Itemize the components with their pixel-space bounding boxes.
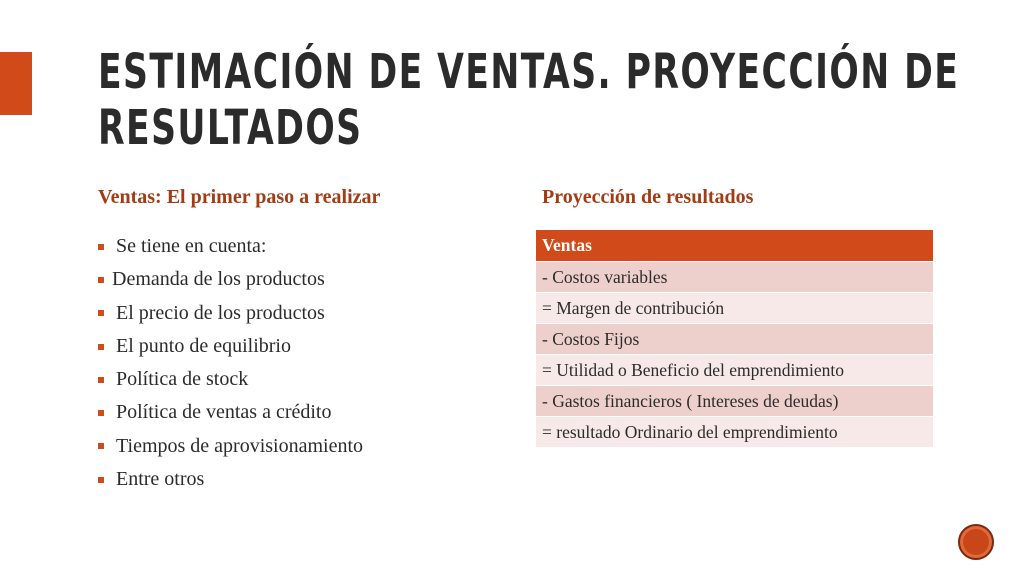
bullet-icon xyxy=(98,244,104,250)
bullet-icon xyxy=(98,443,104,449)
table-row: - Gastos financieros ( Intereses de deudas) xyxy=(536,386,933,417)
bullet-icon xyxy=(98,477,104,483)
bullet-icon xyxy=(98,310,104,316)
list-item-text: Tiempos de aprovisionamiento xyxy=(116,434,364,457)
bullet-icon xyxy=(98,344,104,350)
list-item xyxy=(98,263,363,296)
list-item xyxy=(98,363,363,396)
bullet-icon xyxy=(98,377,104,383)
list-item xyxy=(98,297,363,330)
table-row: = resultado Ordinario del emprendimiento xyxy=(536,417,933,448)
list-item xyxy=(98,330,363,363)
list-item xyxy=(98,230,363,263)
list-item xyxy=(98,396,363,429)
left-column-heading: Ventas: El primer paso a realizar xyxy=(98,186,381,208)
list-item-text: El punto de equilibrio xyxy=(116,334,291,357)
accent-bar xyxy=(0,52,32,115)
list-item-text: Se tiene en cuenta: xyxy=(116,235,267,257)
bullet-icon xyxy=(98,277,104,283)
table-row: = Utilidad o Beneficio del emprendimiento xyxy=(536,355,933,386)
bullet-list xyxy=(98,230,363,496)
list-item xyxy=(98,430,363,463)
table-row: = Margen de contribución xyxy=(536,293,933,324)
list-item xyxy=(98,463,363,496)
results-projection-table xyxy=(536,230,933,448)
slide-number-badge xyxy=(958,524,994,560)
bullet-icon xyxy=(98,410,104,416)
table-row: - Costos variables xyxy=(536,262,933,293)
slide-title: ESTIMACIÓN DE VENTAS. PROYECCIÓN DE RESULTADOS xyxy=(98,44,960,156)
table-header-row: Ventas xyxy=(536,230,933,262)
right-column-heading: Proyección de resultados xyxy=(542,186,754,208)
list-item-text: El precio de los productos xyxy=(116,301,325,324)
list-item-text: Política de ventas a crédito xyxy=(116,401,332,424)
list-item-text: Política de stock xyxy=(116,368,249,391)
list-item-text: Demanda de los productos xyxy=(112,268,325,291)
list-item-text: Entre otros xyxy=(116,468,205,491)
table-row: - Costos Fijos xyxy=(536,324,933,355)
